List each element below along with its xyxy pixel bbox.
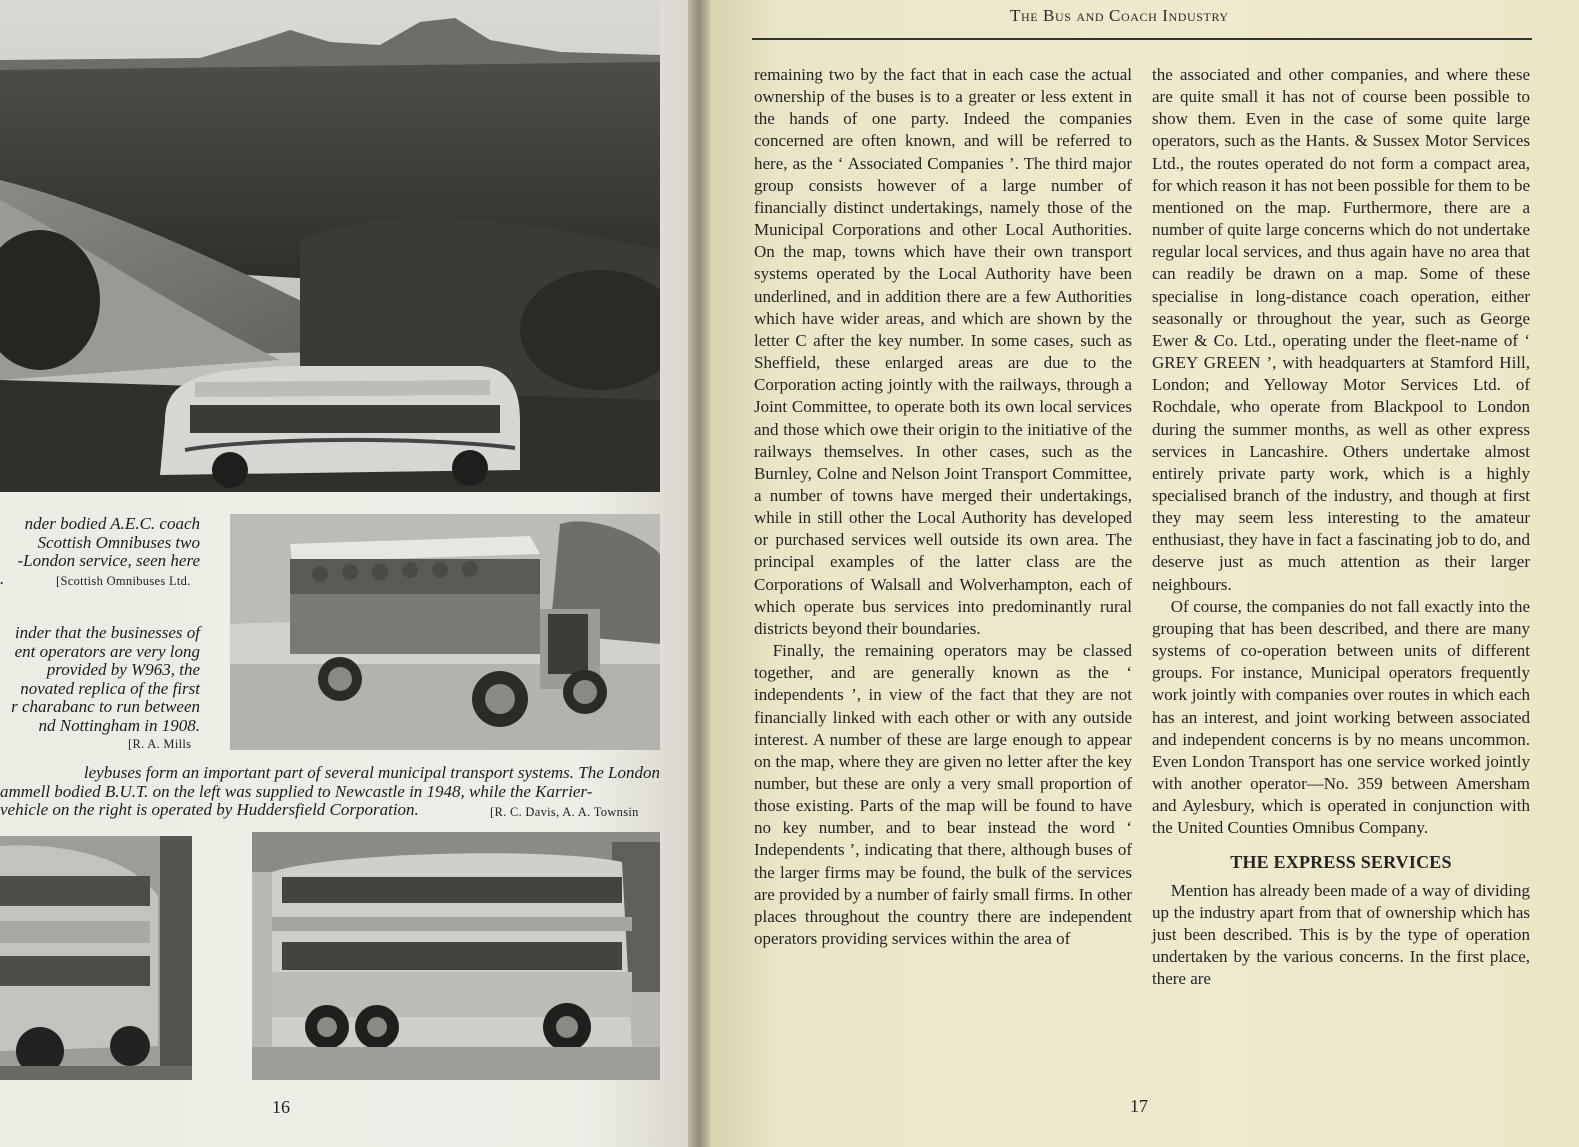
caption-coach bbox=[0, 515, 200, 571]
caption-charabanc bbox=[0, 624, 200, 735]
photo-credit: [R. A. Mills bbox=[128, 737, 192, 751]
caption-line: ent operators are very long bbox=[14, 641, 200, 661]
caption-line: provided by W963, the bbox=[46, 660, 200, 679]
paragraph: Of course, the companies do not fall exactly into the grouping that has been described, and there are many systems of co-operation between units of different groups. For instance, Municipal operators frequently work jointly with companies over routes in which each has an interest, and joint working between associated and independent concerns is by no means uncommon. Even London Transport has one service worked jointly with another operator—No. 359 between Amersham and Aylesbury, which is operated in conjunction with the United Counties Omnibus Company. bbox=[1152, 596, 1530, 838]
book-gutter bbox=[688, 0, 710, 1147]
caption-line: Scottish Omnibuses two bbox=[37, 532, 200, 552]
caption-line: inder that the businesses of bbox=[14, 623, 200, 642]
page-number-right: 17 bbox=[1130, 1096, 1148, 1116]
left-page bbox=[0, 0, 688, 1147]
newcastle-trolleybus-photo bbox=[0, 836, 192, 1080]
paragraph: Mention has already been made of a way of dividing up the industry apart from that of ownership which has just been described. This is by the type of operation undertaken by the various concerns. In the first place, there are bbox=[1152, 880, 1530, 989]
caption-coach-tail: . bbox=[0, 569, 5, 588]
paragraph: remaining two by the fact that in each case the actual ownership of the buses is to a greater or less extent in the hands of one party. Indeed the companies concerned are often known, and will be referred to here, as the ‘ Associated Companies ’. The third major group consists however of a large number of financially distinct undertakings, namely those of the Municipal Corporations and other Local Authorities. On the map, towns which have their own transport systems operated by the Local Authority have been underlined, and in addition there are a few Authorities which have wider areas, and which are shown by the letter C after the key number. In some cases, such as Sheffield, these enlarged areas are due to the Corporation acting jointly with the railways, through a Joint Committee, to operate both its own local services and those which owe their origin to the initiative of the railways themselves. In other cases, such as the Burnley, Colne and Nelson Joint Transport Committee, a number of towns have merged their undertakings, while in still other the Local Authority has developed or purchased services well outside its own area. The principal examples of the latter class are the Corporations of Walsall and Wolverhampton, each of which operate bus services into predominantly rural districts beyond their boundaries. bbox=[754, 65, 1132, 638]
caption-line: r charabanc to run between bbox=[11, 697, 200, 716]
page-number-left: 16 bbox=[272, 1097, 290, 1117]
paragraph: the associated and other companies, and where these are quite small it has not of course been possible to show them. Even in the case of some quite large operators, such as the Hants. & Sussex Motor Services Ltd., the routes operated do not form a compact area, for which reason it has not been possible for them to be mentioned on the map. Furthermore, there are a number of quite large concerns which do not undertake regular local services, and thus again have no area that can readily be drawn on a map. Some of these specialise in long-distance coach operation, either seasonally or throughout the year, such as George Ewer & Co. Ltd., operating under the fleet-name of ‘ GREY GREEN ’, with headquarters at Stamford Hill, London; and Yelloway Motor Services Ltd. of Rochdale, who operate from Blackpool to London during the summer months, as well as other express services in Lancashire. Others undertake almost entirely private party work, which is a highly specialised branch of the industry, and though at first they may seem less interesting to the amateur enthusiast, they have in fact a fascinating job to do, and deserve just as much attention as their larger neighbours. bbox=[1152, 65, 1530, 594]
caption-line: novated replica of the first bbox=[20, 678, 200, 698]
photo-credit: [R. C. Davis, A. A. Townsin bbox=[490, 805, 639, 819]
right-page bbox=[710, 0, 1579, 1147]
paragraph: Finally, the remaining operators may be classed together, and are generally known as the ‘ independents ’, in view of the fact that they are not financially linked with each other or with any outside interest. A number of these are large enough to appear on the map, where they are given no letter after the key number, but these are only a very small proportion of those existing. Parts of the map will be found to have no key number, and to bear instead the word ‘ Independents ’, indicating that there, although buses of the larger firms may be found, the bulk of the services are provided by a number of fairly small firms. In other places throughout the country there are independent operators providing services within the area of bbox=[754, 641, 1132, 949]
caption-line: -London service, seen here bbox=[17, 551, 200, 570]
caption-line: ammell bodied B.U.T. on the left was supplied to Newcastle in 1948, while the Karrier- bbox=[0, 781, 593, 801]
photo-credit: [Scottish Omnibuses Ltd. bbox=[56, 574, 191, 588]
section-heading: THE EXPRESS SERVICES bbox=[1230, 852, 1452, 873]
caption-line: nd Nottingham in 1908. bbox=[38, 715, 200, 735]
header-rule bbox=[752, 38, 1532, 40]
text-column-1 bbox=[754, 64, 1132, 950]
caption-line: vehicle on the right is operated by Huddersfield Corporation. bbox=[0, 800, 419, 819]
charabanc-photo bbox=[230, 514, 660, 750]
text-column-2 bbox=[1152, 64, 1530, 990]
landscape-coach-photo bbox=[0, 0, 660, 492]
caption-line: leybuses form an important part of several municipal transport systems. The London bbox=[83, 763, 660, 782]
huddersfield-trolleybus-photo bbox=[252, 832, 660, 1080]
caption-line: nder bodied A.E.C. coach bbox=[24, 514, 200, 533]
running-head: The Bus and Coach Industry bbox=[1010, 6, 1229, 25]
coach-shape bbox=[160, 366, 520, 488]
